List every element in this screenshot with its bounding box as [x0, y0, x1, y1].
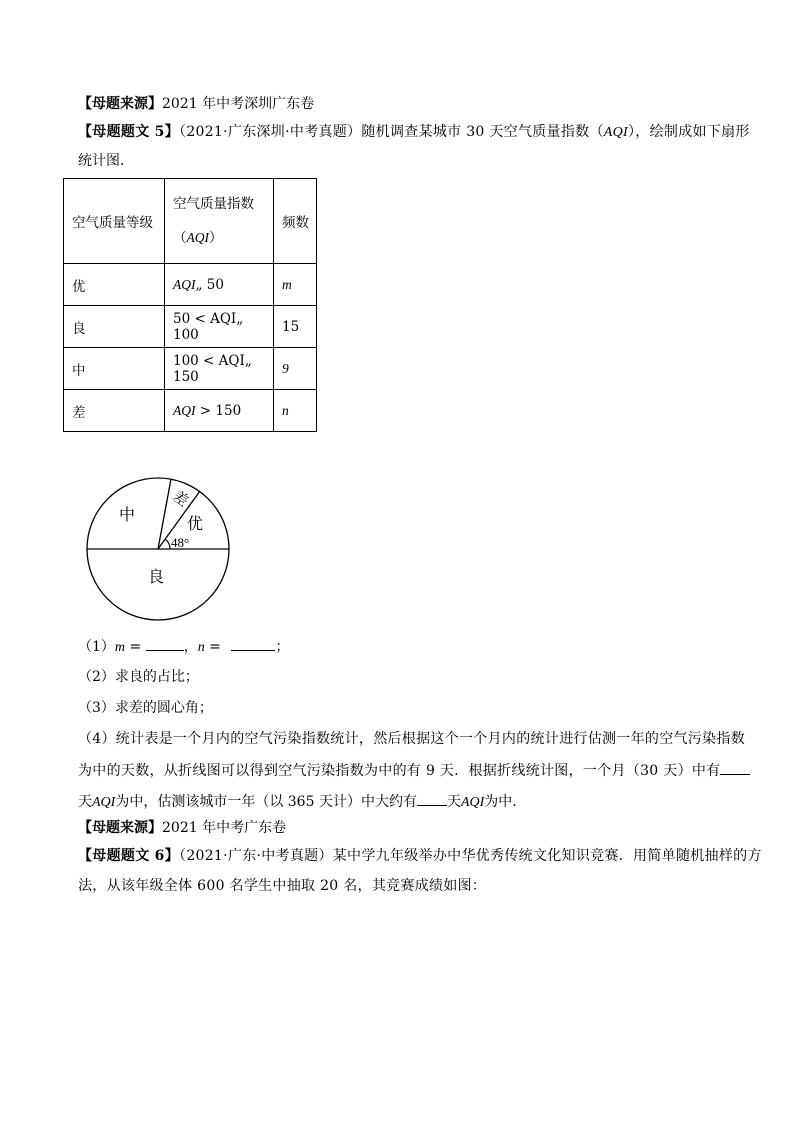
question-2: （2）求良的占比； — [78, 669, 199, 685]
range-a: AQI — [173, 276, 196, 292]
source-label: 【母题来源】 — [78, 96, 162, 112]
q1-end: ； — [275, 639, 290, 655]
problem-text: （2021·广东·中考真题）某中学九年级举办中华优秀传统文化知识竞赛．用简单随机抽样的方 — [179, 848, 762, 864]
question-4-line-2 — [78, 760, 750, 781]
aqi-frequency-table — [63, 178, 317, 432]
cell-freq: 15 — [274, 306, 317, 348]
problem-5-line-2 — [78, 151, 134, 171]
header-level: 空气质量等级 — [64, 179, 165, 264]
paren-open: （ — [173, 230, 187, 246]
problem-label: 【母题题文 5】 — [78, 124, 180, 140]
question-4-line-3 — [78, 791, 526, 813]
range-a: AQI — [173, 402, 196, 418]
angle-arc — [165, 539, 170, 549]
q1-comma: ， — [183, 639, 198, 655]
range-b: „ 150 — [173, 352, 252, 385]
question-4-line-1: （4）统计表是一个月内的空气污染指数统计，然后根据这个一个月内的统计进行估测一年的空气污染指数 — [78, 731, 746, 747]
source-label: 【母题来源】 — [78, 820, 162, 836]
range-b: „ 100 — [173, 310, 244, 343]
cell-range — [165, 306, 274, 348]
cell-level: 差 — [64, 390, 165, 432]
problem-6-line-1 — [78, 846, 762, 866]
cell-range — [165, 348, 274, 390]
aqi-symbol: AQI — [603, 125, 628, 140]
answer-blank-m[interactable] — [146, 636, 184, 651]
q4-text: 天 — [446, 794, 461, 810]
q1-m: m — [114, 640, 126, 655]
table-row — [64, 306, 317, 348]
pie-label-liang: 良 — [148, 567, 165, 586]
cell-freq: m — [274, 264, 317, 306]
question-1 — [78, 636, 289, 658]
range-a: 100 < AQI — [173, 352, 245, 369]
source-text: 2021 年中考深圳广东卷 — [162, 96, 315, 112]
problem-text-cont: 统计图． — [78, 153, 134, 169]
pie-label-zhong: 中 — [119, 505, 136, 524]
table-row — [64, 264, 317, 306]
source-text: 2021 年中考广东卷 — [162, 820, 287, 836]
q1-eq: = — [125, 639, 146, 655]
pie-angle-label: 48° — [171, 535, 190, 550]
cell-freq: n — [274, 390, 317, 432]
source-line-1 — [78, 94, 314, 114]
aqi-symbol: AQI — [92, 795, 116, 810]
pie-label-cha: 差 — [169, 486, 192, 511]
paren-close: ） — [209, 230, 223, 246]
cell-range — [165, 264, 274, 306]
aqi-symbol: AQI — [186, 230, 209, 245]
source-line-2 — [78, 818, 286, 838]
q4-text: 为中，估测该城市一年（以 365 天计）中大约有 — [115, 794, 417, 810]
problem-label: 【母题题文 6】 — [78, 848, 180, 864]
answer-blank-days-month[interactable] — [720, 760, 750, 775]
cell-level: 优 — [64, 264, 165, 306]
table-row — [64, 348, 317, 390]
pie-divider-zhong-cha — [158, 479, 171, 549]
problem-6-line-2: 法，从该年级全体 600 名学生中抽取 20 名，其竞赛成绩如图： — [78, 878, 487, 894]
cell-freq: 9 — [274, 348, 317, 390]
answer-blank-days-year[interactable] — [417, 791, 447, 806]
problem-5-line-1 — [78, 122, 750, 143]
header-index — [165, 179, 274, 264]
range-b: „ 50 — [195, 276, 224, 293]
q1-eq: = — [204, 639, 226, 655]
q4-text: 为中的天数，从折线图可以得到空气污染指数为中的有 9 天．根据折线统计图，一个月（30 天）中有 — [78, 763, 721, 779]
range-b: > 150 — [195, 402, 242, 419]
question-3: （3）求差的圆心角； — [78, 700, 213, 716]
cell-level: 中 — [64, 348, 165, 390]
q4-text: 为中． — [484, 794, 527, 810]
header-index-top: 空气质量指数 — [173, 196, 254, 212]
table-row — [64, 390, 317, 432]
q4-text: 天 — [78, 794, 92, 810]
aqi-pie-chart — [84, 476, 234, 626]
cell-range — [165, 390, 274, 432]
answer-blank-n[interactable] — [231, 636, 275, 651]
range-a: 50 < AQI — [173, 310, 237, 327]
header-freq: 频数 — [274, 179, 317, 264]
problem-text: （2021·广东深圳·中考真题）随机调查某城市 30 天空气质量指数（ — [179, 124, 604, 140]
q1-n: n — [197, 640, 205, 655]
header-index-bottom — [173, 228, 273, 248]
pie-label-you: 优 — [187, 514, 204, 533]
aqi-symbol: AQI — [460, 795, 485, 810]
problem-text-end: ），绘制成如下扇形 — [628, 124, 750, 140]
table-header-row — [64, 179, 317, 264]
cell-level: 良 — [64, 306, 165, 348]
q1-number: （1） — [78, 639, 115, 655]
